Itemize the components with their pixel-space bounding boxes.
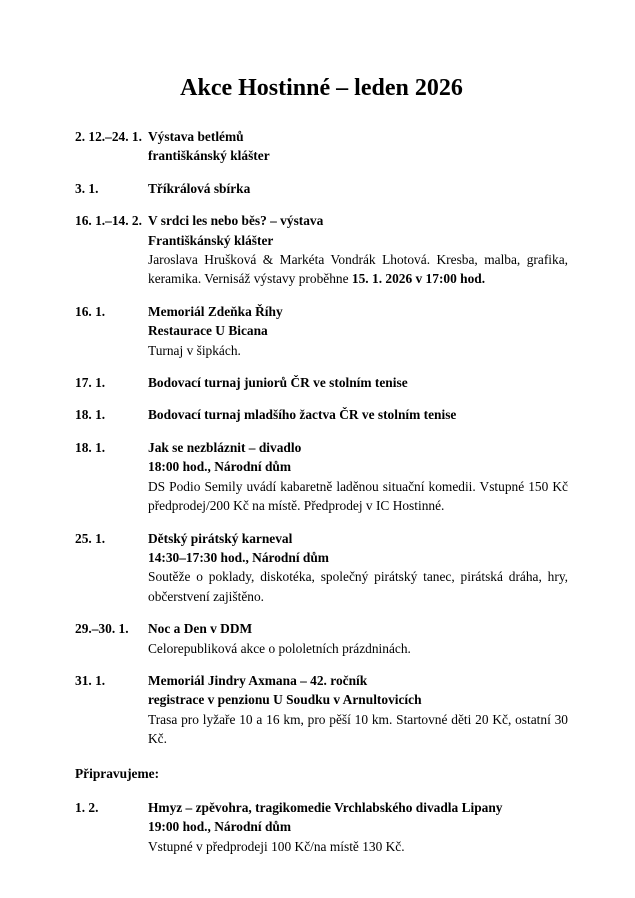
event-row: [75, 127, 568, 166]
event-content: [148, 619, 568, 658]
description-segment: Soutěže o poklady, diskotéka, společný pirátský tanec, pirátská dráha, hry, občerstvení zajištěno.: [148, 569, 568, 604]
event-title-line: 19:00 hod., Národní dům: [148, 819, 291, 835]
upcoming-events-list: [75, 798, 568, 856]
event-date: 25. 1.: [75, 530, 106, 546]
event-title-line: Dětský pirátský karneval: [148, 530, 293, 546]
description-segment: Turnaj v šipkách.: [148, 342, 241, 358]
event-date: 1. 2.: [75, 799, 99, 815]
event-title-line: Bodovací turnaj juniorů ČR ve stolním tenise: [148, 375, 408, 391]
event-content: [148, 798, 568, 856]
event-date: 16. 1.: [75, 303, 106, 319]
event-title-line: Jak se nezbláznit – divadlo: [148, 439, 302, 455]
event-description: [148, 837, 568, 856]
event-row: [75, 179, 568, 198]
event-description: [148, 477, 568, 516]
event-content: [148, 529, 568, 607]
description-segment: Vstupné v předprodeji 100 Kč/na místě 130 Kč.: [148, 838, 405, 854]
description-segment: DS Podio Semily uvádí kabaretně laděnou situační komedii. Vstupné 150 Kč předprodej/200 Kč na místě. Předprodej v IC Hostinné.: [148, 478, 568, 514]
event-title-line: Restaurace U Bicana: [148, 323, 268, 339]
event-title-line: V srdci les nebo běs? – výstava: [148, 213, 324, 229]
event-row: [75, 619, 568, 658]
event-row: [75, 798, 568, 856]
event-title-line: 18:00 hod., Národní dům: [148, 459, 291, 475]
events-list: [75, 127, 568, 749]
event-title-line: Memoriál Jindry Axmana – 42. ročník: [148, 672, 368, 688]
page-title: Akce Hostinné – leden 2026: [180, 75, 463, 101]
event-content: [148, 373, 568, 392]
event-content: [148, 179, 568, 198]
event-content: [148, 671, 568, 749]
event-title-line: Františkánský klášter: [148, 232, 274, 248]
event-title-line: Bodovací turnaj mladšího žactva ČR ve stolním tenise: [148, 407, 457, 423]
event-date: 2. 12.–24. 1.: [75, 129, 142, 144]
event-content: [148, 211, 568, 289]
description-segment: Trasa pro lyžaře 10 a 16 km, pro pěší 10 km. Startovné děti 20 Kč, ostatní 30 Kč.: [148, 711, 568, 747]
event-description: [148, 341, 568, 360]
event-title-line: registrace v penzionu U Soudku v Arnultovicích: [148, 692, 422, 708]
event-title-line: 14:30–17:30 hod., Národní dům: [148, 549, 329, 565]
event-description: [148, 639, 568, 658]
event-row: [75, 529, 568, 607]
description-segment: Jaroslava Hrušková & Markéta Vondrák Lhotová. Kresba, malba, grafika, keramika. Vernisáž výstavy proběhne: [148, 252, 568, 287]
event-description: [148, 567, 568, 606]
event-title-line: františkánský klášter: [148, 148, 270, 164]
event-row: [75, 405, 568, 424]
event-title-line: Noc a Den v DDM: [148, 621, 253, 637]
event-date: 31. 1.: [75, 672, 106, 688]
event-description: [148, 710, 568, 749]
event-content: [148, 405, 568, 424]
event-row: [75, 373, 568, 392]
event-row: [75, 671, 568, 749]
event-row: [75, 438, 568, 516]
event-content: [148, 438, 568, 516]
event-date: 18. 1.: [75, 407, 106, 423]
event-date: 18. 1.: [75, 439, 106, 455]
event-row: [75, 211, 568, 289]
event-date: 29.–30. 1.: [75, 621, 129, 637]
event-title-line: Memoriál Zdeňka Říhy: [148, 303, 283, 319]
event-title-line: Hmyz – zpěvohra, tragikomedie Vrchlabského divadla Lipany: [148, 799, 503, 815]
description-segment: Celorepubliková akce o pololetních prázdninách.: [148, 640, 411, 656]
description-bold-segment: 15. 1. 2026 v 17:00 hod.: [351, 271, 486, 287]
event-title-line: Tříkrálová sbírka: [148, 180, 251, 196]
event-description: [148, 250, 568, 289]
event-title-line: Výstava betlémů: [148, 129, 244, 144]
upcoming-heading: Připravujeme:: [75, 765, 160, 781]
event-date: 16. 1.–14. 2.: [75, 213, 142, 229]
event-date: 17. 1.: [75, 375, 106, 391]
event-row: [75, 302, 568, 360]
event-content: [148, 302, 568, 360]
event-content: [148, 127, 568, 166]
event-date: 3. 1.: [75, 180, 99, 196]
